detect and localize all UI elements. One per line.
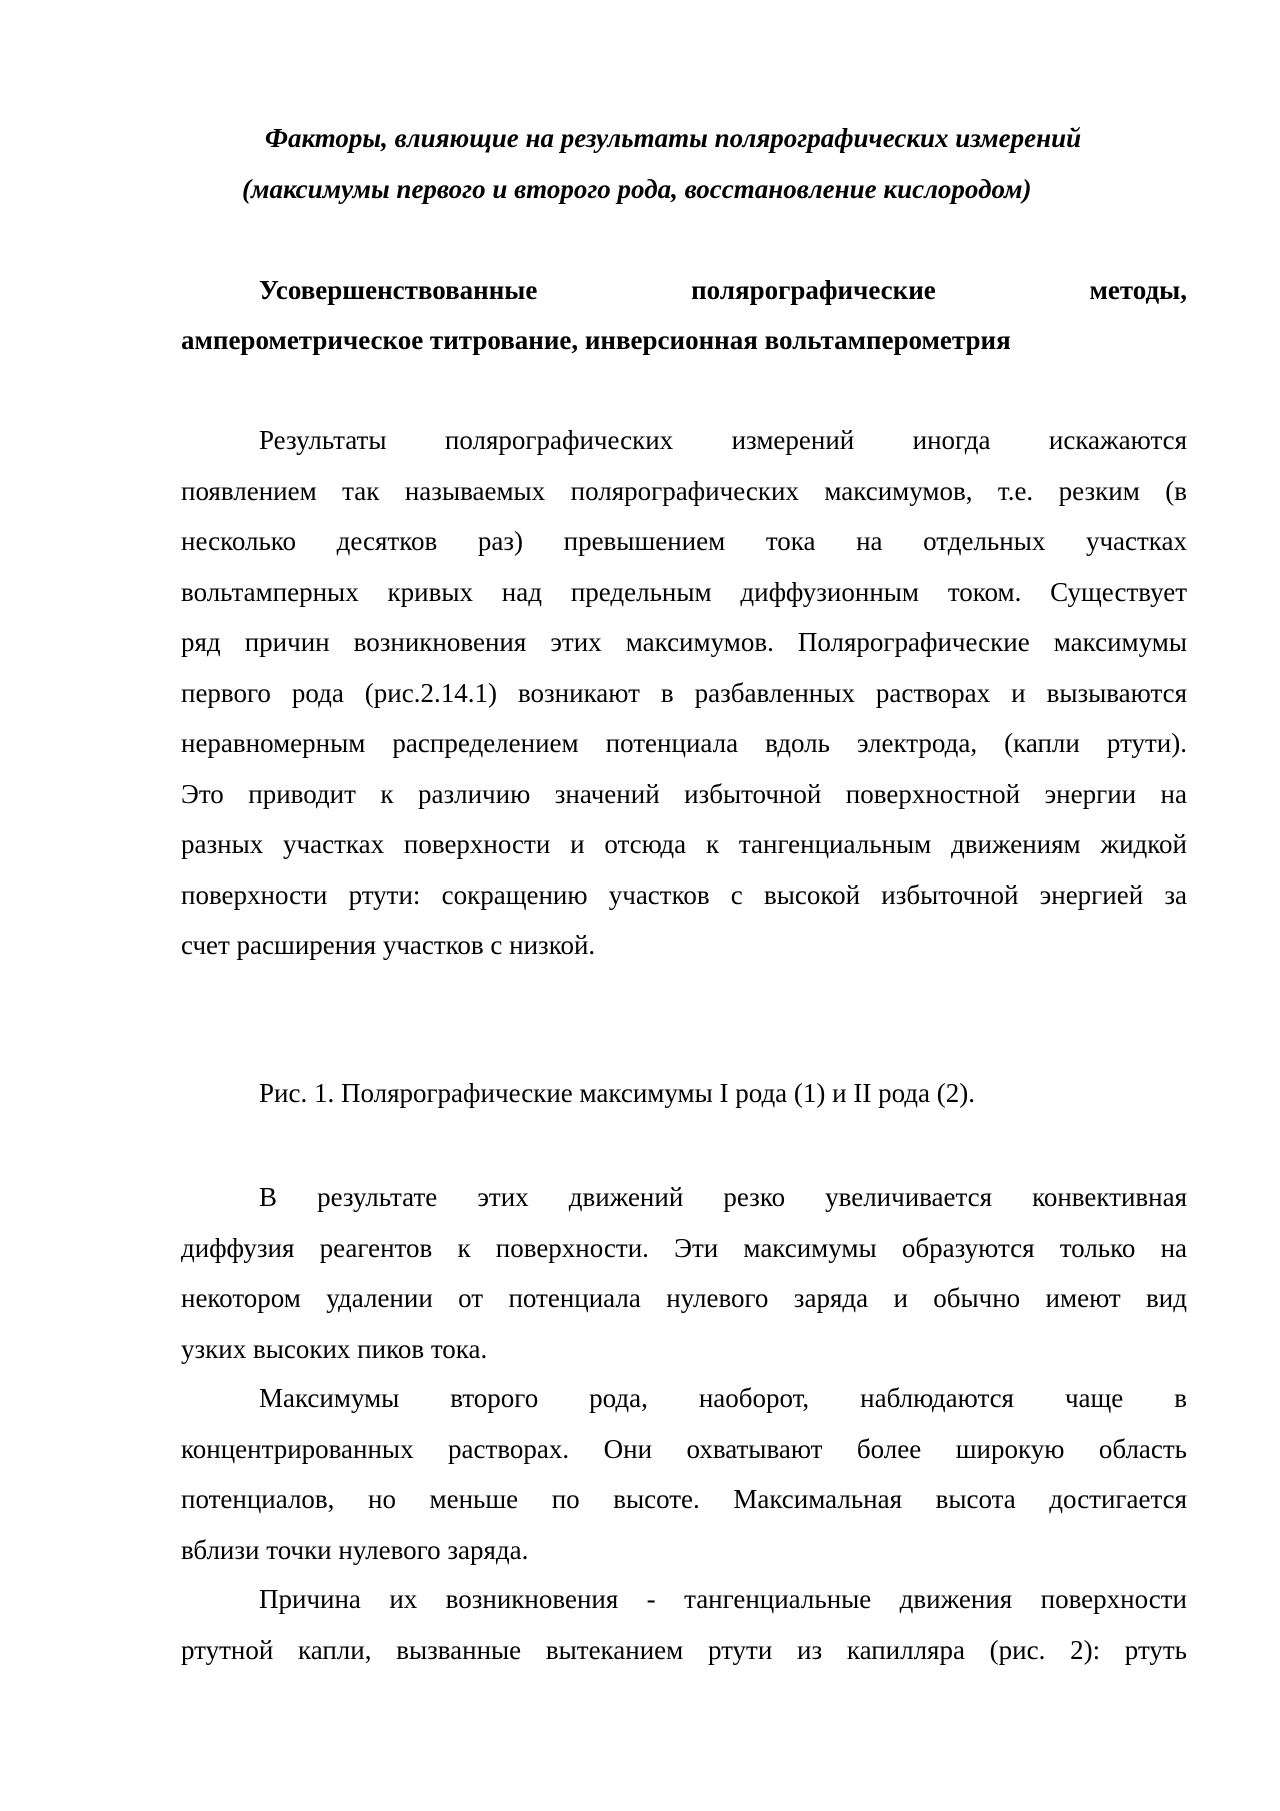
section-heading-line-2: амперометрическое титрование, инверсионная вольтамперометрия <box>181 325 1011 355</box>
paragraph-line: Причина их возникновения - тангенциальные движения поверхности <box>259 1584 1187 1614</box>
paragraph-line: узких высоких пиков тока. <box>181 1333 488 1364</box>
paragraph-line: В результате этих движений резко увеличивается конвективная <box>259 1182 1187 1212</box>
section-heading-line-1: Усовершенствованные полярографические методы, <box>259 275 1187 305</box>
section-heading <box>181 265 1187 365</box>
paragraph-2 <box>181 1172 1187 1374</box>
paragraph-3 <box>181 1373 1187 1575</box>
paragraph-line: поверхности ртути: сокращению участков с высокой избыточной энергией за <box>181 879 1187 910</box>
paragraph-line: неравномерным распределением потенциала вдоль электрода, (капли ртути). <box>181 728 1187 758</box>
paragraph-line: потенциалов, но меньше по высоте. Максимальная высота достигается <box>181 1484 1187 1514</box>
paragraph-line: ряд причин возникновения этих максимумов. Полярографические максимумы <box>181 627 1187 657</box>
paragraph-line: Результаты полярографических измерений иногда искажаются <box>259 425 1187 455</box>
paragraph-line: некотором удалении от потенциала нулевого заряда и обычно имеют вид <box>181 1283 1187 1313</box>
figure-caption: Рис. 1. Полярографические максимумы I рода (1) и II рода (2). <box>259 1078 976 1108</box>
document-title-line-1: Факторы, влияющие на результаты полярографических измерений <box>265 123 1082 153</box>
document-title-line-2: (максимумы первого и второго рода, восстановление кислородом) <box>242 174 1032 204</box>
paragraph-line: концентрированных растворах. Они охватывают более широкую область <box>181 1433 1187 1464</box>
paragraph-line: ртутной капли, вызванные вытеканием ртути из капилляра (рис. 2): ртуть <box>181 1634 1187 1665</box>
paragraph-line: несколько десятков раз) превышением тока на отдельных участках <box>181 526 1187 556</box>
paragraph-line: диффузия реагентов к поверхности. Эти максимумы образуются только на <box>181 1232 1187 1263</box>
paragraph-line: Это приводит к различию значений избыточной поверхностной энергии на <box>181 778 1187 809</box>
paragraph-4 <box>181 1574 1187 1675</box>
paragraph-line: разных участках поверхности и отсюда к тангенциальным движениям жидкой <box>181 829 1187 859</box>
paragraph-line: счет расширения участков с низкой. <box>181 930 596 960</box>
paragraph-line: Максимумы второго рода, наоборот, наблюдаются чаще в <box>259 1383 1187 1413</box>
paragraph-line: вблизи точки нулевого заряда. <box>181 1534 529 1565</box>
paragraph-line: первого рода (рис.2.14.1) возникают в разбавленных растворах и вызываются <box>181 677 1187 708</box>
paragraph-line: появлением так называемых полярографических максимумов, т.е. резким (в <box>181 475 1187 506</box>
paragraph-1 <box>181 415 1187 971</box>
paragraph-line: вольтамперных кривых над предельным диффузионным током. Существует <box>181 576 1187 607</box>
